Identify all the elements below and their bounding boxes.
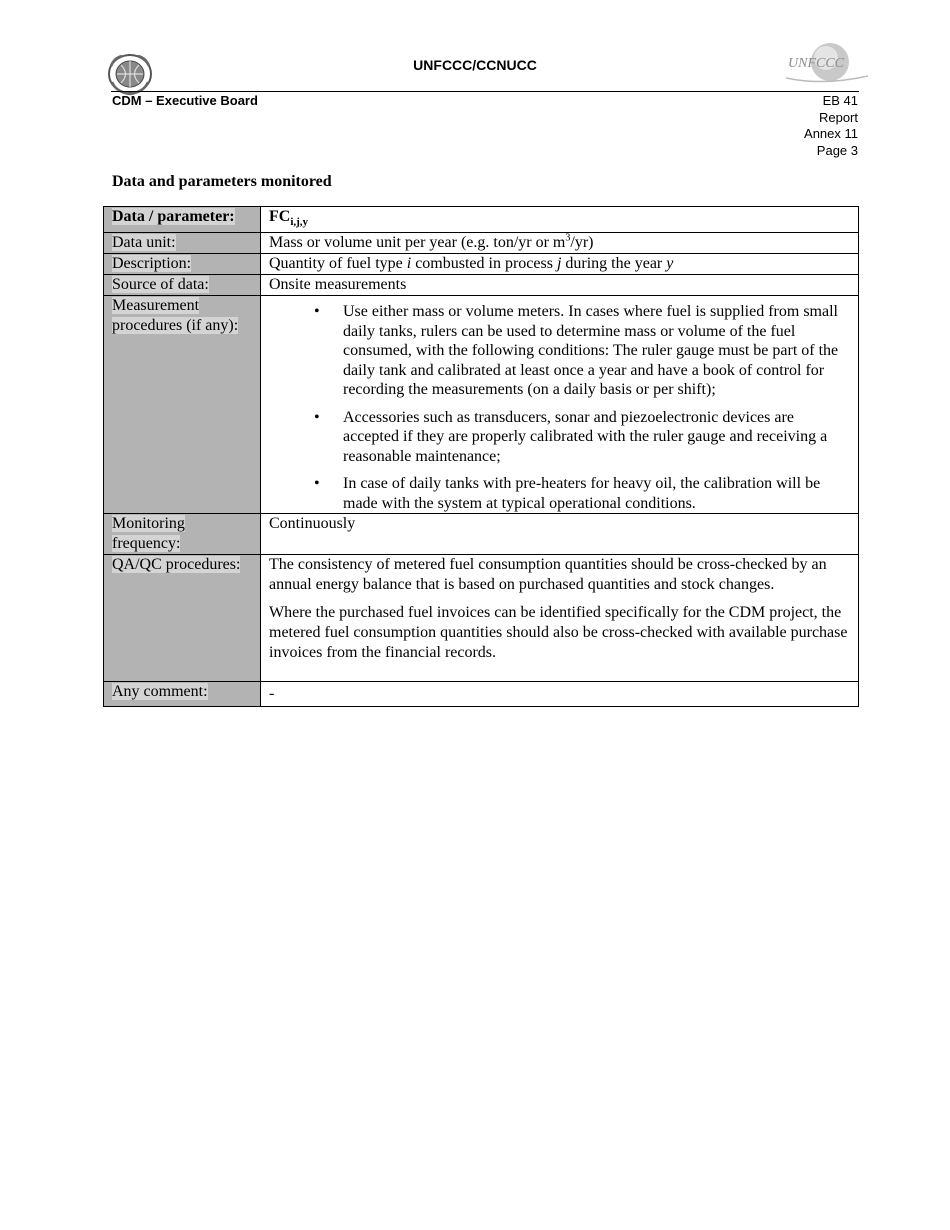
bullet-item: • Accessories such as transducers, sonar and piezoelectronic devices are accepted if they are properly calibrated with the ruler gauge and receiving a reasonable maintenance; xyxy=(343,408,850,467)
label-comment: Any comment: xyxy=(104,682,261,707)
label-source: Source of data: xyxy=(104,275,261,296)
header-ref-line: EB 41 xyxy=(822,93,858,108)
value-description: Quantity of fuel type i combusted in process j during the year y xyxy=(261,254,859,275)
header-ref-line: Page 3 xyxy=(816,142,858,158)
value-data-parameter xyxy=(261,207,859,233)
parameter-symbol: FC xyxy=(269,208,291,225)
header-doc-reference xyxy=(804,93,858,159)
value-source: Onsite measurements xyxy=(261,275,859,296)
qaqc-paragraph: The consistency of metered fuel consumption quantities should be cross-checked by an annual energy balance that is based on purchased quantities and stock changes. xyxy=(269,556,827,594)
unfccc-logo-text: UNFCCC xyxy=(788,56,845,71)
value-measurement xyxy=(261,296,859,514)
section-heading: Data and parameters monitored xyxy=(112,173,332,190)
bullet-item: • In case of daily tanks with pre-heaters for heavy oil, the calibration will be made with the system at typical operational conditions. xyxy=(343,474,850,513)
header-ref-line: Report xyxy=(818,109,858,125)
header-title: UNFCCC/CCNUCC xyxy=(413,57,537,73)
label-data-parameter: Data / parameter: xyxy=(104,207,261,233)
header-ref-line: Annex 11 xyxy=(804,126,858,141)
measurement-bullet-list xyxy=(269,302,850,513)
row-monitoring xyxy=(104,514,859,555)
row-measurement xyxy=(104,296,859,514)
row-source xyxy=(104,275,859,296)
row-data-unit xyxy=(104,233,859,254)
parameter-subscript: i,j,y xyxy=(290,216,309,229)
label-measurement: Measurement procedures (if any): xyxy=(104,296,261,514)
value-comment: - xyxy=(261,682,859,707)
bullet-item: • Use either mass or volume meters. In cases where fuel is supplied from small daily tanks, rulers can be used to determine mass or volume of the fuel consumed, with the following conditions: The ruler gauge must be part of the daily tank and calibrated at least once a year and have a book of control for recording the measurements (on a daily basis or per shift); xyxy=(343,302,850,400)
label-description: Description: xyxy=(104,254,261,275)
label-qaqc: QA/QC procedures: xyxy=(104,555,261,682)
label-monitoring: Monitoring frequency: xyxy=(104,514,261,555)
value-data-unit: Mass or volume unit per year (e.g. ton/yr or $m^3/yr$) xyxy=(261,233,859,254)
row-comment xyxy=(104,682,859,707)
row-qaqc xyxy=(104,555,859,682)
value-monitoring: Continuously xyxy=(261,514,859,555)
row-description xyxy=(104,254,859,275)
label-data-unit: Data unit: xyxy=(104,233,261,254)
value-qaqc xyxy=(261,555,859,682)
row-data-parameter xyxy=(104,207,859,233)
header-rule xyxy=(111,91,859,92)
qaqc-paragraph: Where the purchased fuel invoices can be identified specifically for the CDM project, the metered fuel consumption quantities should also be cross-checked with available purchase invoices from the financial records. xyxy=(269,604,848,662)
header-board-name: CDM – Executive Board xyxy=(112,93,258,108)
parameter-table xyxy=(103,206,859,707)
